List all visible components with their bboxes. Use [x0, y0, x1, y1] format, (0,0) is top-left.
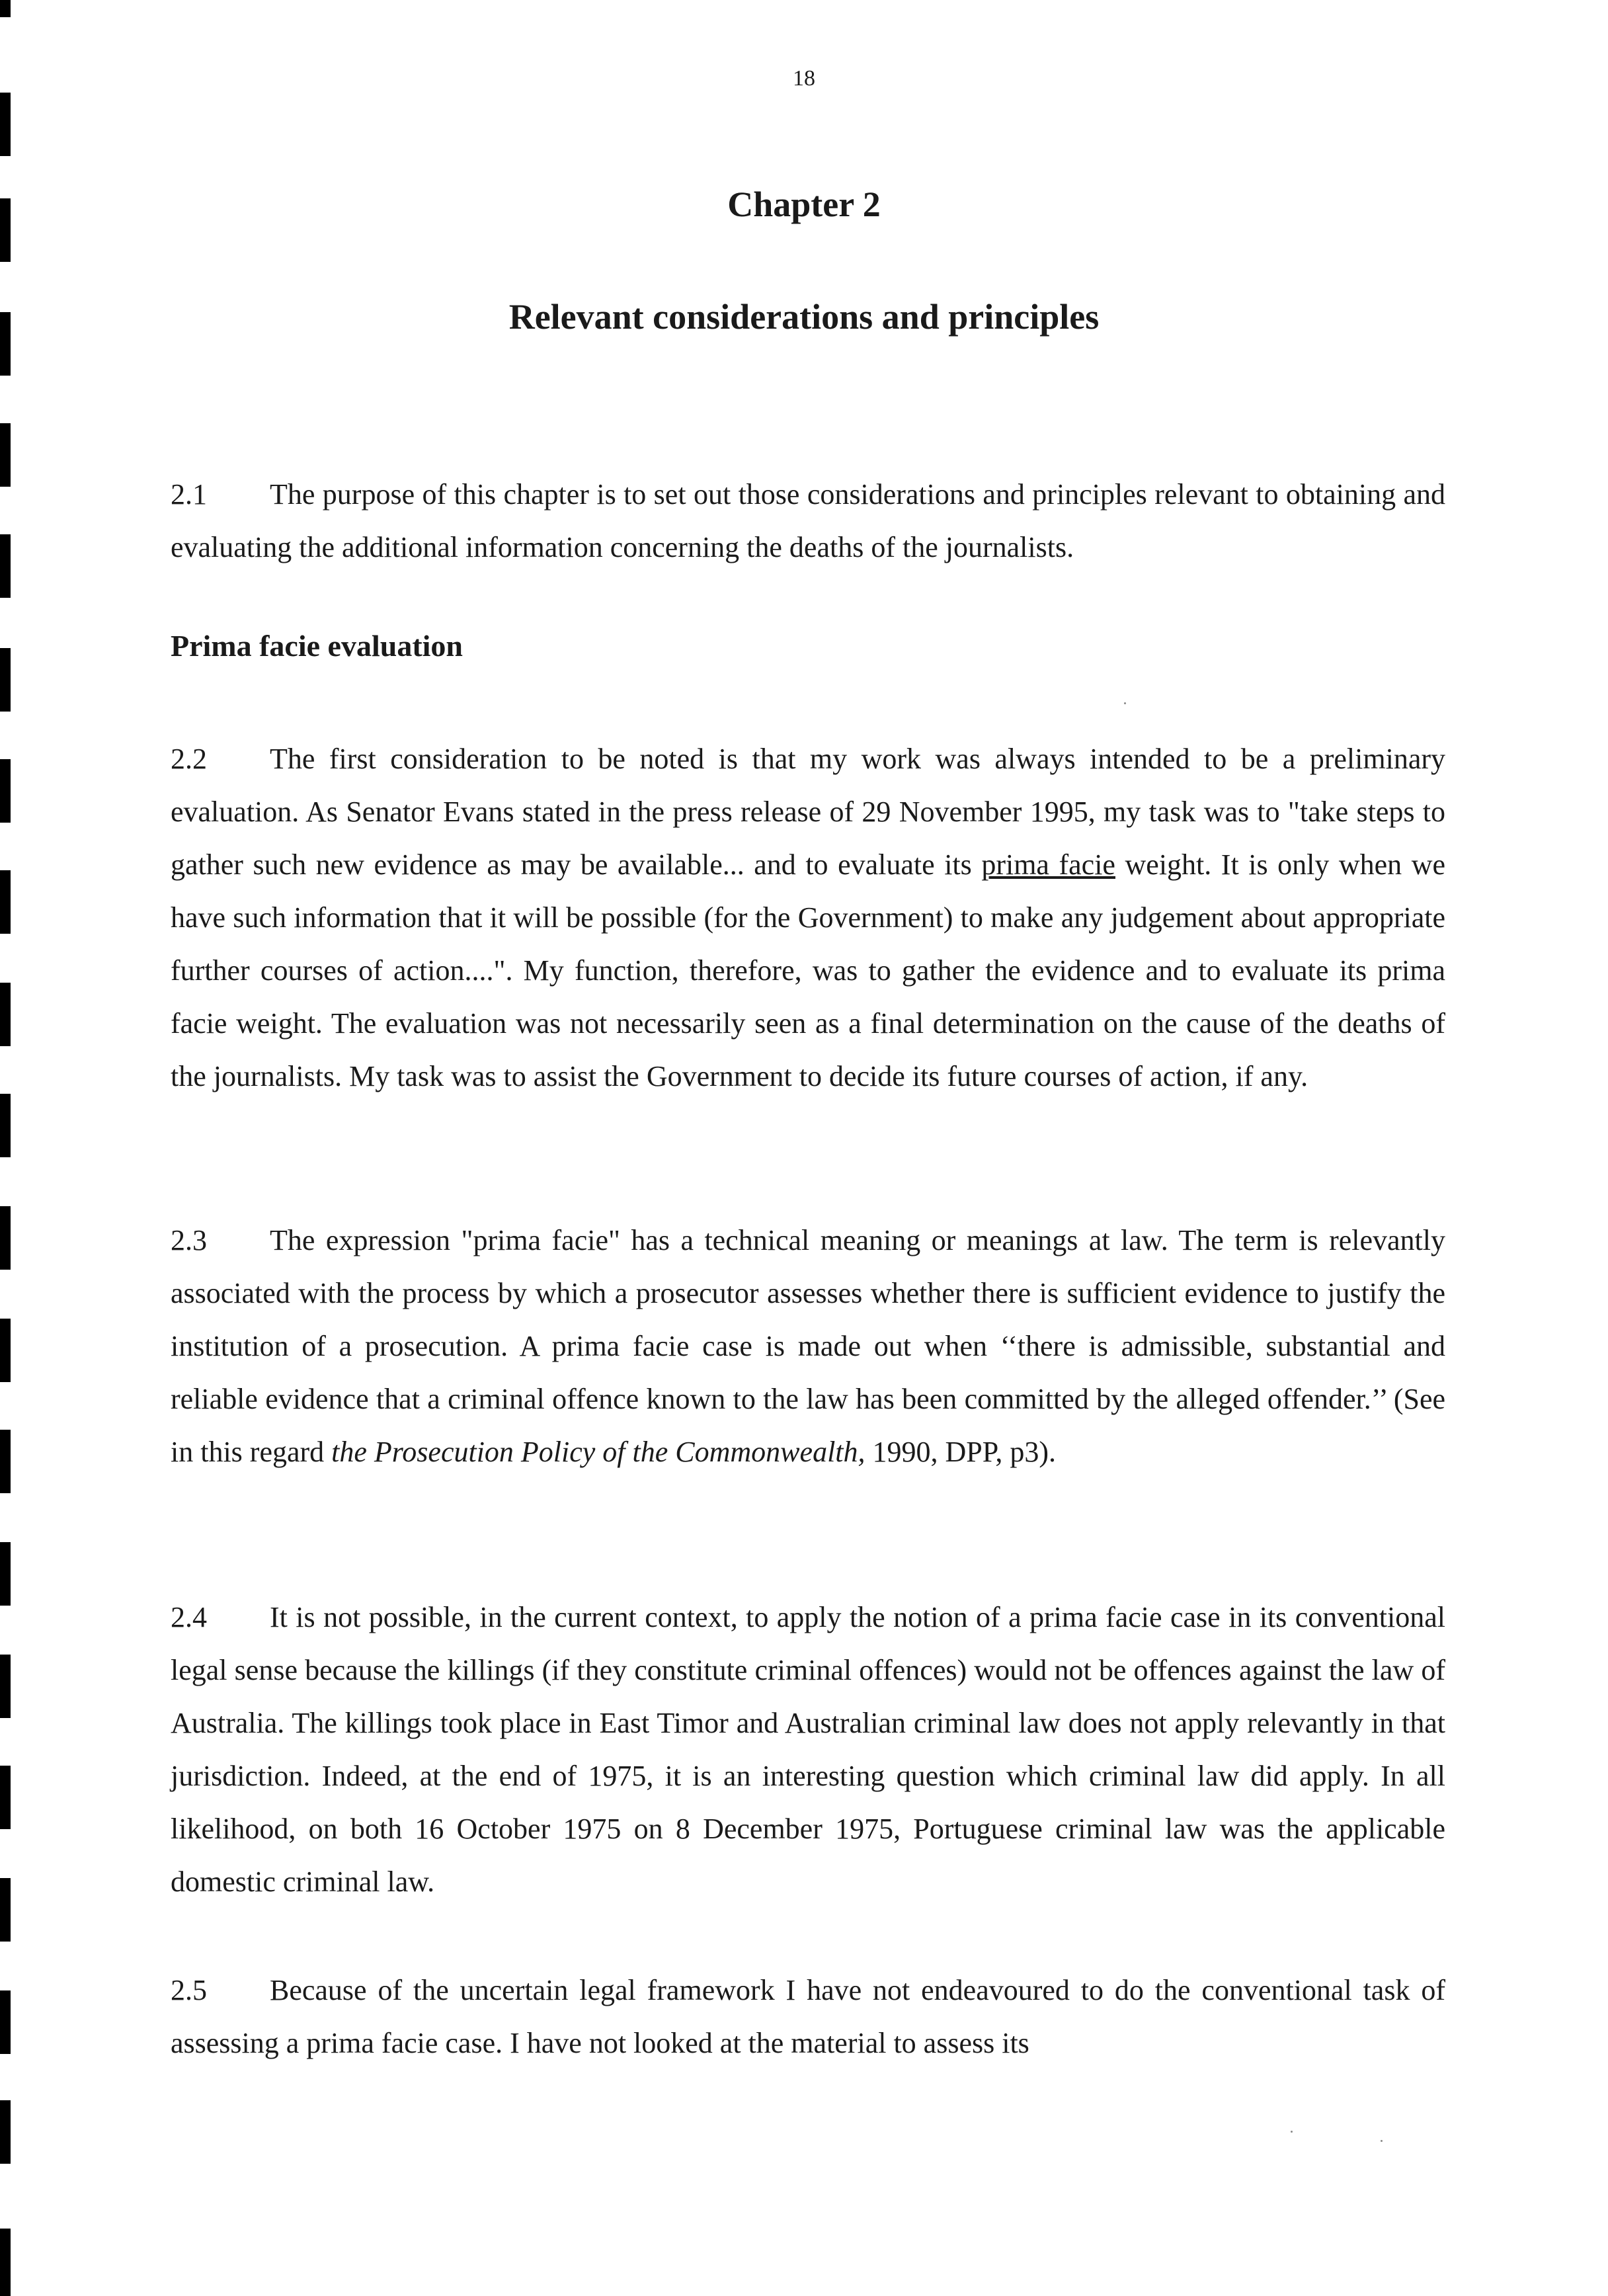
section-heading: Prima facie evaluation	[171, 629, 463, 663]
chapter-subtitle: Relevant considerations and principles	[508, 297, 1100, 337]
binding-mark	[0, 648, 11, 712]
paragraph-2-2	[171, 733, 1445, 1103]
paragraph-text: weight. It is only when we have such information that it will be possible (for the Government) to make any judgement about appropriate further courses of action....". My function, therefore, was to gather the evidence and to evaluate its prima facie weight. The evaluation was not necessarily seen as a final determination on the cause of the deaths of the journalists. My task was to assist the Government to decide its future courses of action, if any.	[171, 848, 1446, 1092]
paragraph-2-4	[171, 1591, 1445, 1908]
paragraph-text: The purpose of this chapter is to set out those considerations and principles relevant to obtaining and evaluating the additional information concerning the deaths of the journalists.	[171, 478, 1445, 563]
paragraph-text: The first consideration to be noted is that my work was always intended to be a preliminary evaluation. As Senator Evans stated in the press release of 29 November 1995, my task was to "take steps to gather such new evidence as may be available... and to evaluate its	[171, 743, 1445, 881]
scan-speck	[1381, 2140, 1383, 2142]
citation-title: the Prosecution Policy of the Commonwealth,	[331, 1436, 865, 1468]
paragraph-number: 2.3	[171, 1224, 207, 1256]
binding-mark	[0, 423, 11, 487]
binding-mark	[0, 1878, 11, 1942]
paragraph-number: 2.4	[171, 1601, 207, 1633]
binding-mark	[0, 1206, 11, 1270]
paragraph-number: 2.5	[171, 1974, 207, 2006]
scan-speck	[1124, 702, 1126, 704]
paragraph-text: Because of the uncertain legal framework I have not endeavoured to do the conventional task of assessing a prima facie case. I have not looked at the material to assess its	[171, 1974, 1445, 2059]
binding-mark	[0, 1430, 11, 1493]
binding-mark	[0, 759, 11, 823]
binding-mark	[0, 93, 11, 156]
scan-speck	[1291, 2131, 1293, 2133]
paragraph-2-3	[171, 1214, 1445, 1479]
paragraph-2-1	[171, 468, 1445, 574]
page-number: 18	[793, 66, 815, 91]
paragraph-text: 1990, DPP, p3).	[872, 1436, 1057, 1468]
binding-mark	[0, 1766, 11, 1829]
binding-mark	[0, 0, 11, 17]
paragraph-2-5	[171, 1964, 1445, 2070]
binding-mark	[0, 1542, 11, 1606]
binding-mark	[0, 983, 11, 1046]
paragraph-text: The expression "prima facie" has a technical meaning or meanings at law. The term is relevantly associated with the process by which a prosecutor assesses whether there is sufficient evidence to justify the institution of a prosecution. A prima facie case is made out when ‘‘there is admissible, substantial and reliable evidence that a criminal offence known to the law has been committed by the alleged offender.’’ (See in this regard	[171, 1224, 1445, 1468]
binding-mark	[0, 534, 11, 598]
binding-mark	[0, 1655, 11, 1718]
binding-mark	[0, 1990, 11, 2054]
paragraph-number: 2.2	[171, 743, 207, 775]
paragraph-text: It is not possible, in the current context, to apply the notion of a prima facie case in its conventional legal sense because the killings (if they constitute criminal offences) would not be offences against the law of Australia. The killings took place in East Timor and Australian criminal law does not apply relevantly in that jurisdiction. Indeed, at the end of 1975, it is an interesting question which criminal law did apply. In all likelihood, on both 16 October 1975 on 8 December 1975, Portuguese criminal law was the applicable domestic criminal law.	[171, 1601, 1445, 1898]
binding-mark	[0, 870, 11, 934]
paragraph-number: 2.1	[171, 478, 207, 511]
underlined-term: prima facie	[981, 848, 1115, 881]
chapter-heading: Chapter 2	[727, 184, 881, 224]
binding-mark	[0, 2229, 11, 2296]
binding-mark	[0, 1319, 11, 1382]
binding-mark	[0, 1094, 11, 1157]
binding-mark	[0, 2100, 11, 2164]
